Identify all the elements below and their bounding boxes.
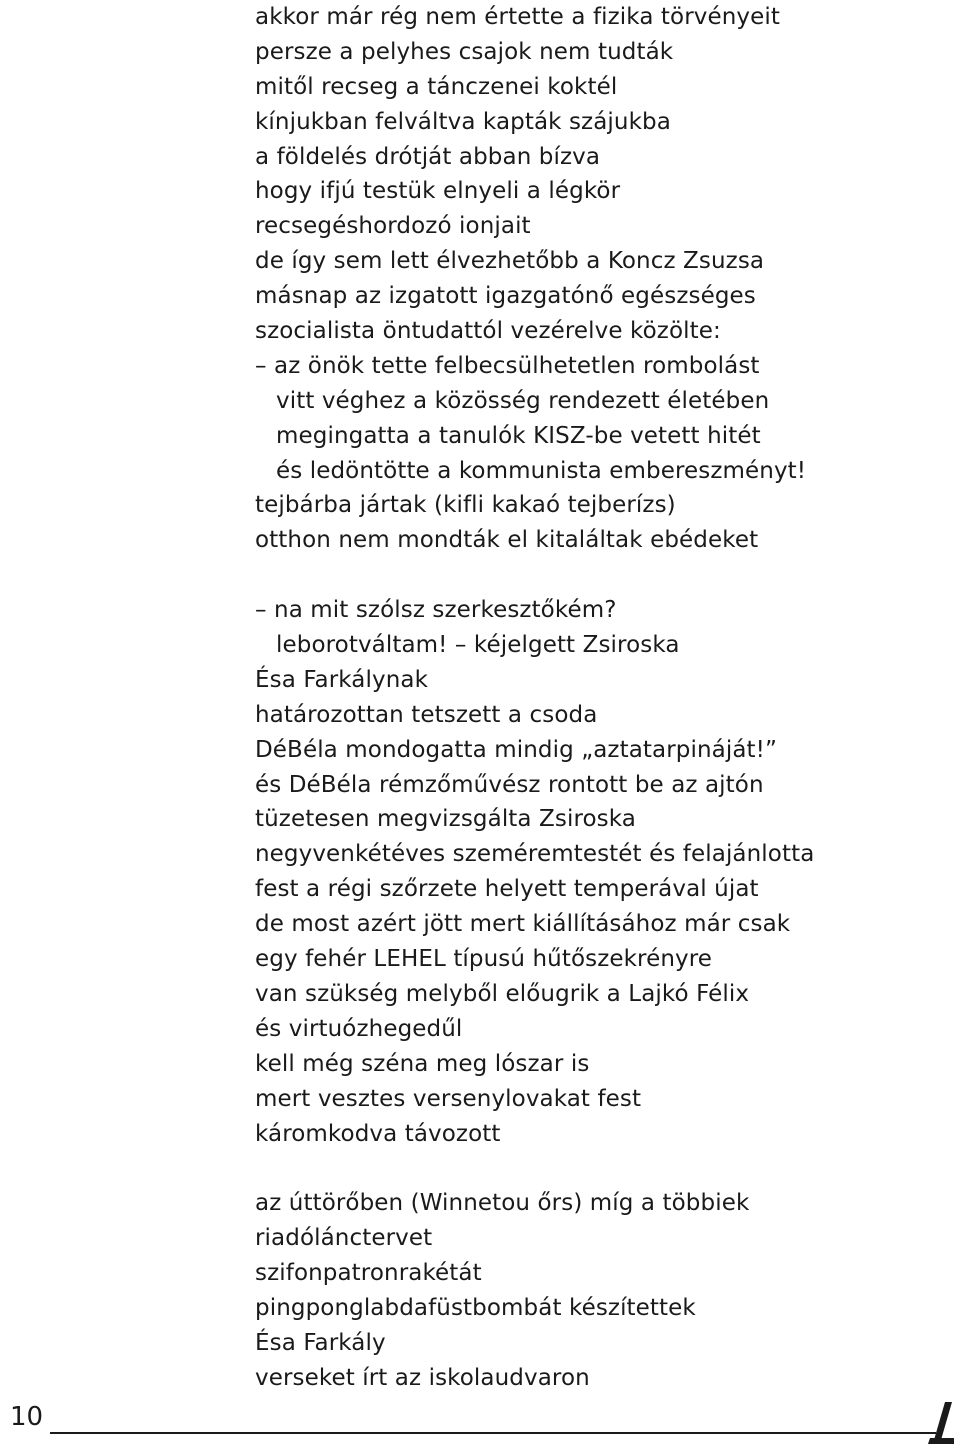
poem-line: kínjukban felváltva kapták szájukba [255,108,671,135]
poem-line: egy fehér LEHEL típusú hűtőszekrényre [255,946,713,973]
poem-line: pingponglabdafüstbombát készítettek [255,1294,696,1321]
poem-line: másnap az izgatott igazgatónő egészséges [255,283,756,310]
poem-line: mitől recseg a tánczenei koktél [255,73,618,100]
poem-line: hogy ifjú testük elnyeli a légkör [255,178,621,205]
poem-line: leborotváltam! – kéjelgett Zsiroska [276,632,680,659]
poem-line: vitt véghez a közösség rendezett életében [276,387,770,414]
footer-rule [50,1432,936,1434]
stanza-break [255,558,945,593]
poem-line: szifonpatronrakétát [255,1260,482,1287]
poem-line: kell még széna meg lószar is [255,1050,590,1077]
poem-line: de most azért jött mert kiállításához már csak [255,911,791,938]
poem-line: a földelés drótját abban bízva [255,143,601,170]
poem-line: fest a régi szőrzete helyett temperával újat [255,876,759,903]
poem-line: Ésa Farkály [255,1329,386,1356]
poem-line: káromkodva távozott [255,1120,501,1147]
poem-line: – na mit szólsz szerkesztőkém? [255,597,617,624]
poem-line: riadólánctervet [255,1225,433,1252]
poem-line: az úttörőben (Winnetou őrs) míg a többiek [255,1190,750,1217]
poem-line: tüzetesen megvizsgálta Zsiroska [255,806,636,833]
slash-logo-icon [928,1400,956,1444]
poem-line: otthon nem mondták el kitaláltak ebédeket [255,527,759,554]
poem-line: – az önök tette felbecsülhetetlen rombolást [255,352,760,379]
poem-line: szocialista öntudattól vezérelve közölte: [255,318,721,345]
poem-text [255,0,945,1396]
poem-line: akkor már rég nem értette a fizika törvényeit [255,4,780,30]
stanza-break [255,1151,945,1186]
poem-line: DéBéla mondogatta mindig „aztatarpináját!” [255,736,777,763]
poem-line: verseket írt az iskolaudvaron [255,1364,590,1391]
poem-line: recsegéshordozó ionjait [255,213,531,240]
poem-line: megingatta a tanulók KISZ-be vetett hitét [276,422,761,449]
poem-line: de így sem lett élvezhetőbb a Koncz Zsuzsa [255,248,765,275]
poem-line: és DéBéla rémzőművész rontott be az ajtón [255,771,764,798]
poem-line: persze a pelyhes csajok nem tudták [255,38,674,65]
poem-line: Ésa Farkálynak [255,666,428,693]
poem-line: negyvenkétéves szeméremtestét és felajánlotta [255,841,815,868]
poem-line: mert vesztes versenylovakat fest [255,1085,642,1112]
poem-line: van szükség melyből előugrik a Lajkó Félix [255,980,750,1007]
page-number: 10 [10,1402,44,1432]
poem-line: tejbárba jártak (kifli kakaó tejberízs) [255,492,676,519]
poem-line: és virtuózhegedűl [255,1015,463,1042]
poem-line: és ledöntötte a kommunista embereszményt! [276,457,807,484]
poem-line: határozottan tetszett a csoda [255,701,598,728]
